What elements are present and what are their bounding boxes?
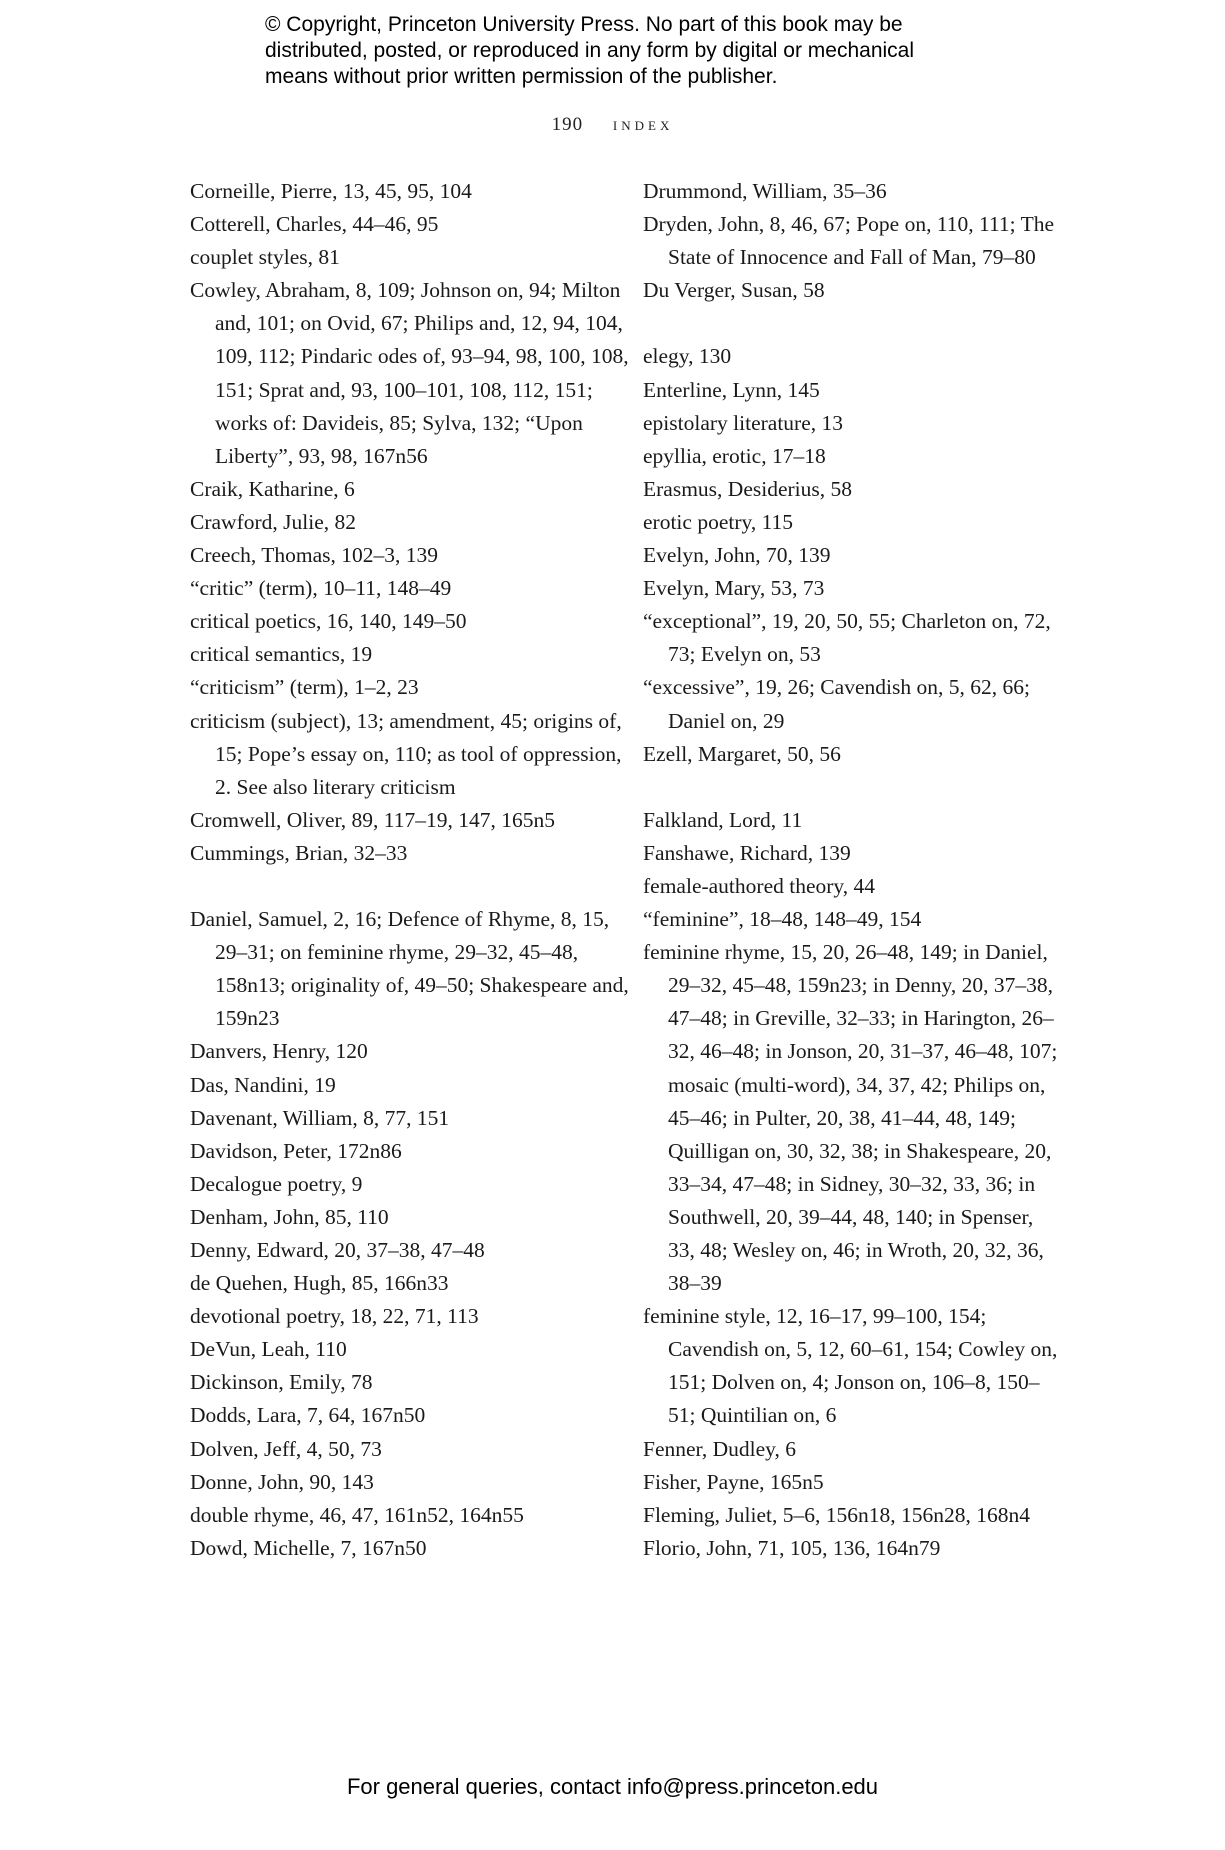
index-entry: critical semantics, 19 <box>190 642 373 667</box>
index-entry: Corneille, Pierre, 13, 45, 95, 104 <box>190 179 472 203</box>
copyright-notice <box>265 12 1025 90</box>
index-entry: “excessive”, 19, 26; Cavendish on, 5, 62, 66; Daniel on, 29 <box>643 675 1030 733</box>
index-entry: erotic poetry, 115 <box>643 509 794 534</box>
index-entry: Fenner, Dudley, 6 <box>643 1436 796 1461</box>
index-entry: Davenant, William, 8, 77, 151 <box>190 1105 450 1130</box>
index-entry: criticism (subject), 13; amendment, 45; origins of, 15; Pope’s essay on, 110; as tool of oppression, 2. See also literary criticism <box>190 708 622 799</box>
index-entry: Denny, Edward, 20, 37–38, 47–48 <box>190 1238 485 1262</box>
index-entry: Decalogue poetry, 9 <box>190 1171 363 1196</box>
index-entry: “critic” (term), 10–11, 148–49 <box>190 576 452 601</box>
index-entry: Drummond, William, 35–36 <box>643 179 887 203</box>
index-column-right <box>643 175 1063 1565</box>
index-entry: Enterline, Lynn, 145 <box>643 377 820 402</box>
index-entry: Creech, Thomas, 102–3, 139 <box>190 543 439 568</box>
index-entry: “feminine”, 18–48, 148–49, 154 <box>643 907 922 932</box>
index-entry: Fanshawe, Richard, 139 <box>643 840 851 865</box>
index-entry: Dowd, Michelle, 7, 167n50 <box>190 1535 427 1560</box>
index-entry: “exceptional”, 19, 20, 50, 55; Charleton on, 72, 73; Evelyn on, 53 <box>643 609 1051 667</box>
index-entry: Cromwell, Oliver, 89, 117–19, 147, 165n5 <box>190 807 556 832</box>
copyright-line: distributed, posted, or reproduced in any form by digital or mechanical <box>265 39 915 62</box>
index-entry: Daniel, Samuel, 2, 16; Defence of Rhyme, 8, 15, 29–31; on feminine rhyme, 29–32, 45–48, 158n13; originality of, 49–50; Shakespeare and, 159n23 <box>190 907 629 1031</box>
copyright-line: means without prior written permission of the publisher. <box>265 65 778 88</box>
index-entry: double rhyme, 46, 47, 161n52, 164n55 <box>190 1502 524 1527</box>
index-entry: female-authored theory, 44 <box>643 873 876 898</box>
index-entry: Davidson, Peter, 172n86 <box>190 1138 402 1163</box>
index-entry: Dryden, John, 8, 46, 67; Pope on, 110, 111; The State of Innocence and Fall of Man, 79–80 <box>643 212 1055 270</box>
section-title: index <box>612 114 674 135</box>
index-entry: couplet styles, 81 <box>190 245 340 270</box>
index-entry: Dolven, Jeff, 4, 50, 73 <box>190 1436 382 1461</box>
index-entry: critical poetics, 16, 140, 149–50 <box>190 609 467 634</box>
index-entry: Fleming, Juliet, 5–6, 156n18, 156n28, 168n4 <box>643 1502 1030 1527</box>
index-entry: Craik, Katharine, 6 <box>190 476 355 501</box>
index-entry: Ezell, Margaret, 50, 56 <box>643 741 841 766</box>
index-entry: elegy, 130 <box>643 344 732 369</box>
index-entry: Crawford, Julie, 82 <box>190 509 356 534</box>
index-entry: Cowley, Abraham, 8, 109; Johnson on, 94; Milton and, 101; on Ovid, 67; Philips and, 12, 94, 104, 109, 112; Pindaric odes of, 93–94, 98, 100, 108, 151; Sprat and, 93, 100–101, 108, 112, 151; works of: Davideis, 85; Sylva, 132; “Upon Liberty”, 93, 98, 167n56 <box>190 278 629 468</box>
index-entry: Cummings, Brian, 32–33 <box>190 840 408 865</box>
index-entry: Evelyn, John, 70, 139 <box>643 543 831 568</box>
index-entry: Cotterell, Charles, 44–46, 95 <box>190 212 439 237</box>
index-entry: feminine style, 12, 16–17, 99–100, 154; Cavendish on, 5, 12, 60–61, 154; Cowley on, 151; Dolven on, 4; Jonson on, 106–8, 150–51; Quintilian on, 6 <box>643 1304 1058 1428</box>
index-entry: Du Verger, Susan, 58 <box>643 278 825 303</box>
index-entry: Denham, John, 85, 110 <box>190 1204 389 1229</box>
letter-group-gap <box>643 307 1063 340</box>
index-entry: Dodds, Lara, 7, 64, 167n50 <box>190 1403 426 1428</box>
letter-group-gap <box>190 870 630 903</box>
index-entry: Das, Nandini, 19 <box>190 1072 336 1097</box>
page-number: 190 <box>551 114 584 135</box>
index-entry: Fisher, Payne, 165n5 <box>643 1469 824 1494</box>
index-entry: Dickinson, Emily, 78 <box>190 1370 373 1395</box>
index-entry: DeVun, Leah, 110 <box>190 1337 347 1362</box>
index-entry: Florio, John, 71, 105, 136, 164n79 <box>643 1535 941 1560</box>
index-entry: Donne, John, 90, 143 <box>190 1469 374 1494</box>
index-entry: epyllia, erotic, 17–18 <box>643 443 826 468</box>
index-entry: Danvers, Henry, 120 <box>190 1039 368 1064</box>
letter-group-gap <box>643 771 1063 804</box>
index-entry: devotional poetry, 18, 22, 71, 113 <box>190 1304 479 1329</box>
index-entry: Erasmus, Desiderius, 58 <box>643 476 852 501</box>
index-entry: feminine rhyme, 15, 20, 26–48, 149; in Daniel, 29–32, 45–48, 159n23; in Denny, 20, 37–38, 47–48; in Greville, 32–33; in Harington, 26–32, 46–48; in Jonson, 20, 31–37, 46–48, 107; mosaic (multi-word), 34, 37, 42; Philips on, 45–46; in Pulter, 20, 38, 41–44, 48, 149; Quilligan on, 30, 32, 38; in Shakespeare, 20, 33–34, 47–48; in Sidney, 30–32, 33, 36; in Southwell, 20, 39–44, 48, 140; in Spenser, 33, 48; Wesley on, 46; in Wroth, 20, 32, 36, 38–39 <box>643 940 1058 1296</box>
index-entry: Falkland, Lord, 11 <box>643 807 803 832</box>
index-entry: epistolary literature, 13 <box>643 410 843 435</box>
copyright-line: © Copyright, Princeton University Press. No part of this book may be <box>265 13 903 36</box>
index-entry: Evelyn, Mary, 53, 73 <box>643 576 825 601</box>
index-entry: de Quehen, Hugh, 85, 166n33 <box>190 1271 449 1296</box>
running-head <box>0 114 1225 136</box>
index-column-left <box>190 175 630 1565</box>
footer-contact: For general queries, contact info@press.princeton.edu <box>346 1774 879 1799</box>
index-entry: “criticism” (term), 1–2, 23 <box>190 675 419 700</box>
